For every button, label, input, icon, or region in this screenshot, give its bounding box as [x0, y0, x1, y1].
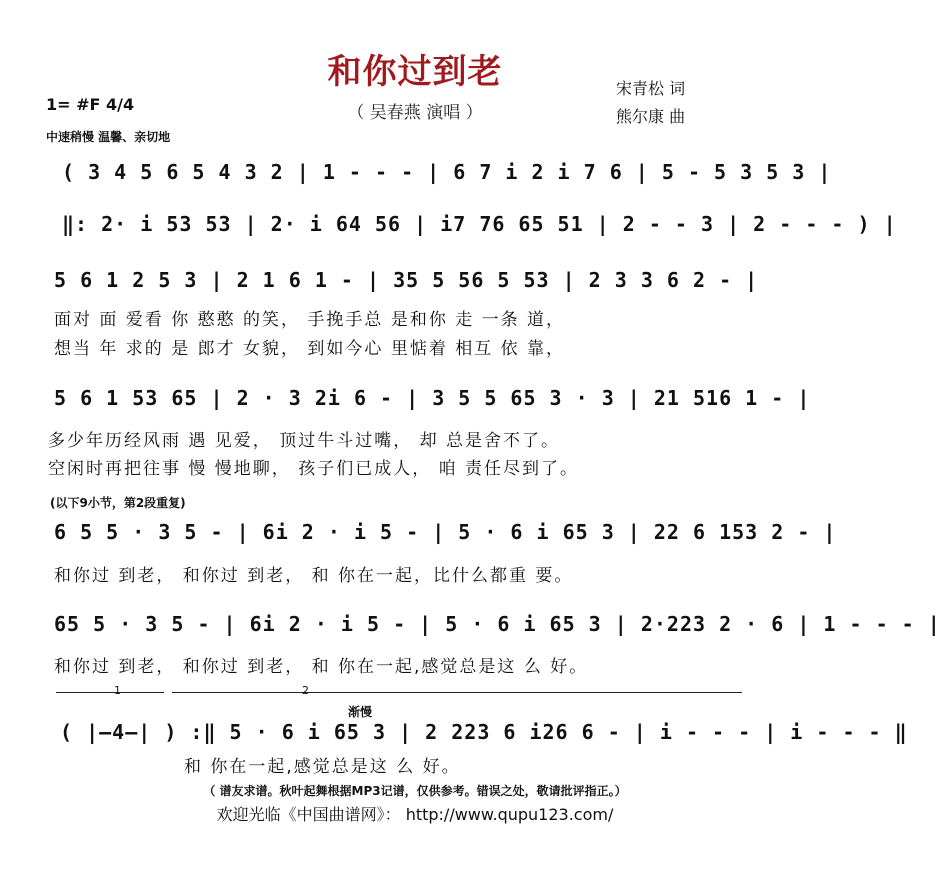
composer-credit: 熊尔康 曲 [616, 107, 686, 126]
volta-1-bracket [56, 692, 164, 701]
score-line-1: ( 3 4 5 6 5 4 3 2 | 1 - - - | 6 7 i 2 i 7 6 | 5 - 5 3 5 3 | [62, 160, 832, 184]
footer-note: （ 谱友求谱。秋叶起舞根据MP3记谱，仅供参考。错误之处，敬请批评指正。） [203, 784, 627, 798]
lyric-line-5: 和你过 到老， 和你过 到老， 和 你在一起，比什么都重 要。 [54, 566, 574, 586]
lyric-line-7: 和 你在一起,感觉总是这 么 好。 [184, 757, 461, 777]
singer-credit: （ 吴春燕 演唱 ） [347, 103, 483, 123]
slow-down-mark: 渐慢 [348, 705, 373, 719]
lyric-line-6: 和你过 到老， 和你过 到老， 和 你在一起,感觉总是这 么 好。 [54, 657, 589, 677]
song-title: 和你过到老 [327, 52, 503, 92]
lyric-line-4b: 空闲时再把往事 慢 慢地聊， 孩子们已成人， 咱 责任尽到了。 [48, 459, 580, 479]
tempo-marking: 中速稍慢 温馨、亲切地 [46, 130, 171, 144]
lyric-line-3a: 面对 面 爱看 你 憨憨 的笑， 手挽手总 是和你 走 一条 道， [54, 310, 566, 330]
score-line-5: 6 5 5 · 3 5 - | 6i 2 · i 5 - | 5 · 6 i 65 3 | 22 6 153 2 - | [54, 520, 837, 544]
score-line-4: 5 6 1 53 65 | 2 · 3 2i 6 - | 3 5 5 65 3 · 3 | 21 516 1 - | [54, 386, 811, 410]
score-line-7: ( |—4—| ) :‖ 5 · 6 i 65 3 | 2 223 6 i26 6 - | i - - - | i - - - ‖ [60, 720, 908, 744]
score-line-3: 5 6 1 2 5 3 | 2 1 6 1 - | 35 5 56 5 53 | 2 3 3 6 2 - | [54, 268, 759, 292]
volta-1-number: 1 [114, 684, 121, 697]
score-line-6: 65 5 · 3 5 - | 6i 2 · i 5 - | 5 · 6 i 65 3 | 2·223 2 · 6 | 1 - - - | [54, 612, 941, 636]
score-line-2: ‖: 2· i 53 53 | 2· i 64 56 | i7 76 65 51 | 2 - - 3 | 2 - - - ) | [62, 212, 897, 236]
lyric-line-4a: 多少年历经风雨 遇 见爱， 顶过牛斗过嘴， 却 总是舍不了。 [48, 431, 561, 451]
key-signature: 1= #F 4/4 [46, 95, 135, 114]
footer-site: 欢迎光临《中国曲谱网》： http://www.qupu123.com/ [216, 805, 614, 824]
lyricist-credit: 宋青松 词 [616, 79, 686, 98]
repeat-note: (以下9小节，第2段重复) [50, 496, 186, 510]
lyric-line-3b: 想当 年 求的 是 郎才 女貌， 到如今心 里惦着 相互 依 靠， [54, 339, 566, 359]
volta-2-number: 2 [302, 684, 309, 697]
volta-2-bracket [172, 692, 742, 701]
